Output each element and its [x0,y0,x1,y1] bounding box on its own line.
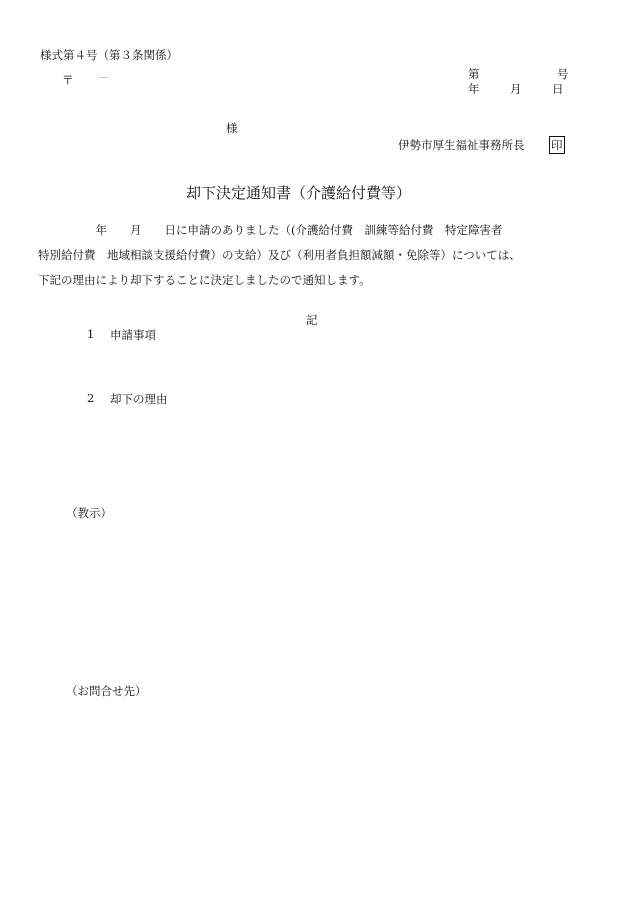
item-number: 1 [87,327,95,341]
doc-number-suffix: 号 [557,67,569,81]
item-label: 却下の理由 [110,392,168,406]
form-number: 様式第４号（第３条関係） [40,48,178,62]
addressee-suffix: 様 [226,121,238,135]
document-title: 却下決定通知書（介護給付費等） [186,184,412,202]
issuer: 伊勢市厚生福祉事務所長 [398,138,525,152]
seal: 印 [551,138,563,152]
body-line: 年 月 日に申請のありました（(介護給付費 訓練等給付費 特定障害者 [38,223,503,237]
body-text [38,218,578,293]
date-month: 月 [510,82,522,96]
ki-heading: 記 [306,313,318,327]
date-day: 日 [552,82,564,96]
postal-mark: 〒 [62,73,74,87]
postal-dash: － [98,71,110,85]
instruction-heading: （教示） [66,506,112,520]
item-number: 2 [87,391,95,405]
contact-heading: （お問合せ先） [66,684,147,698]
doc-number-prefix: 第 [468,67,480,81]
item-label: 申請事項 [110,328,156,342]
body-line: 下記の理由により却下することに決定しましたので通知します。 [38,273,371,287]
body-line: 特別給付費 地域相談支援給付費）の支給）及び（利用者負担額減額・免除等）については、 [38,248,521,262]
date-year: 年 [468,82,480,96]
